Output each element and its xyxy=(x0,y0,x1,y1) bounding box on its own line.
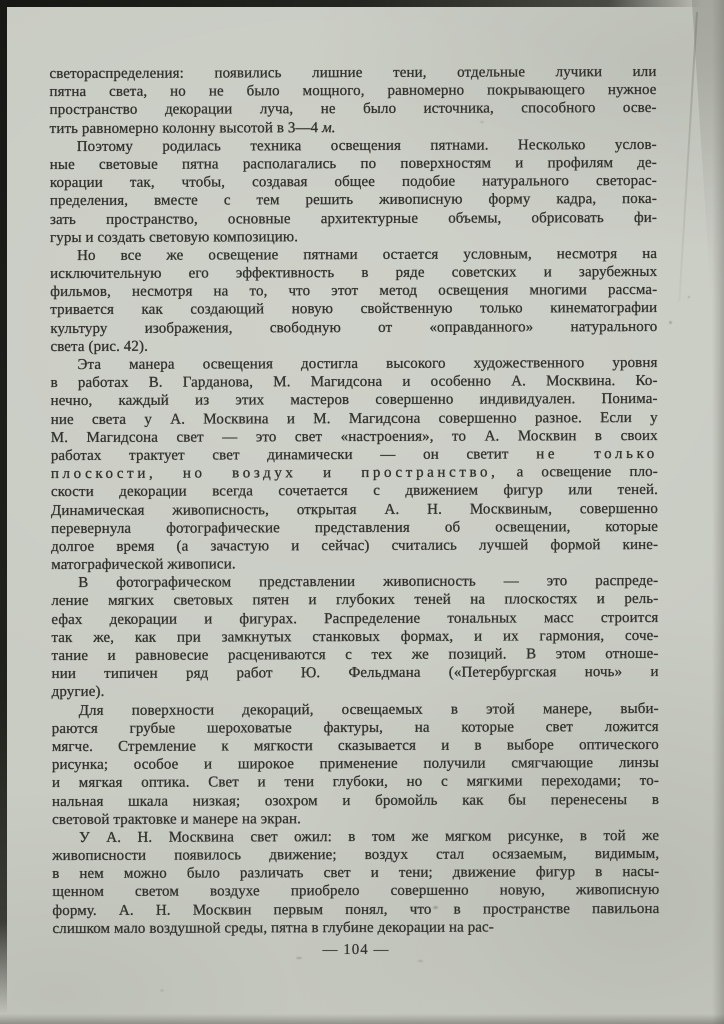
paper-speck xyxy=(688,296,690,298)
text-segment: в нем можно было различать свет и тени; движение фигур в насы- xyxy=(52,864,660,883)
text-line xyxy=(50,299,657,319)
text-segment: нальная шкала низкая; озохром и бромойль как бы перенесены в xyxy=(51,791,660,810)
text-segment: света (рис. 42). xyxy=(50,338,148,355)
text-segment: слишком мало воздушной среды, пятна в глубине декорации на рас- xyxy=(52,919,494,937)
italic-text: м. xyxy=(322,119,336,136)
text-line xyxy=(52,881,659,901)
text-line xyxy=(50,190,657,210)
text-line xyxy=(51,427,658,447)
text-line xyxy=(51,518,658,538)
text-segment: матографической живописи. xyxy=(51,556,236,574)
text-segment: В фотографическом представлении живописность — это распреде- xyxy=(78,573,659,592)
page-corner-shade xyxy=(678,0,724,300)
text-segment: зать пространство, основные архитектурные объемы, обрисовать фи- xyxy=(49,209,658,228)
text-segment: нии типичен ряд работ Ю. Фельдмана («Петербургская ночь» и xyxy=(51,664,659,683)
paragraph xyxy=(50,354,658,574)
text-segment: щенном светом воздухе приобрело совершенно новую, живописную xyxy=(52,882,660,901)
paper-speck xyxy=(480,121,484,123)
text-line xyxy=(52,863,659,883)
text-segment: пространство декорации луча, не было источника, способного осве- xyxy=(49,100,657,119)
paper-speck xyxy=(296,957,302,959)
text-line xyxy=(52,663,659,683)
text-line xyxy=(51,463,658,483)
text-line xyxy=(52,736,659,756)
text-line xyxy=(51,554,658,574)
paper-speck xyxy=(669,321,672,324)
text-line xyxy=(51,390,658,410)
text-segment: тание и равновесие расцениваются с тех же позиций. В этом отноше- xyxy=(51,645,659,665)
text-line xyxy=(52,718,659,738)
text-line xyxy=(51,645,658,665)
text-line xyxy=(51,609,658,629)
paragraph xyxy=(49,63,656,138)
paragraphs-container xyxy=(49,63,659,938)
text-line xyxy=(52,754,659,774)
paragraph xyxy=(51,572,658,701)
text-line xyxy=(52,790,659,810)
text-segment: Поэтому родилась техника освещения пятнами. Несколько услов- xyxy=(76,136,657,155)
text-segment: культуру изображения, свободную от «оправданного» натурального xyxy=(50,318,658,337)
paragraph xyxy=(52,827,659,938)
text-segment: и мягкая оптика. Свет и тени глубоки, но с мягкими переходами; то- xyxy=(51,773,659,792)
text-segment: М. Магидсона свет — это свет «настроения», то А. Москвин в своих xyxy=(50,427,658,446)
text-segment: Эта манера освещения достигла высокого художественного уровня xyxy=(77,354,658,373)
text-line xyxy=(50,227,657,247)
text-line xyxy=(50,172,657,192)
text-segment: ление мягких световых пятен и глубоких теней на плоскостях и рель- xyxy=(51,591,659,610)
text-line xyxy=(50,336,657,356)
text-line xyxy=(51,445,658,465)
text-segment: фильмов, несмотря на то, что этот метод освещения многими рассма- xyxy=(50,282,658,301)
text-line xyxy=(50,136,657,156)
text-segment: Для поверхности декораций, освещаемых в этой манере, выби- xyxy=(78,700,659,719)
body-text xyxy=(49,63,659,960)
text-segment: пятна света, но не было мощного, равномерно покрывающего нужное xyxy=(49,82,657,101)
scan-edge-left xyxy=(0,0,7,1024)
text-segment: мягче. Стремление к мягкости сказывается и в выборе оптического xyxy=(51,736,659,755)
text-line xyxy=(52,809,659,829)
text-line xyxy=(50,263,657,283)
text-segment: нечно, каждый из этих мастеров совершенно индивидуален. Понима- xyxy=(50,391,658,410)
text-segment: исключительную его эффективность в ряде советских и зарубежных xyxy=(50,264,658,283)
paper-speck xyxy=(160,989,164,992)
text-line xyxy=(50,154,657,174)
text-segment: другие). xyxy=(51,684,105,701)
text-line xyxy=(50,318,657,338)
text-segment: Но все же освещение пятнами остается условным, несмотря на xyxy=(77,245,658,264)
paragraph xyxy=(50,245,657,356)
text-line xyxy=(52,900,659,920)
text-line xyxy=(51,627,658,647)
page-crease xyxy=(678,12,697,302)
text-line xyxy=(51,481,658,501)
text-line xyxy=(51,499,658,519)
text-line xyxy=(52,845,659,865)
text-segment: ные световые пятна располагались по поверхностям и профилям де- xyxy=(49,154,657,173)
text-segment: живописности появилось движение; воздух стал осязаемым, видимым, xyxy=(52,846,660,865)
text-line xyxy=(50,118,657,138)
text-line xyxy=(52,918,659,938)
text-segment: тить равномерно колонну высотой в 3—4 xyxy=(49,119,323,137)
text-line xyxy=(52,772,659,792)
text-segment: работах трактует свет динамически — он светит xyxy=(50,446,537,464)
scan-edge-top xyxy=(0,0,724,7)
text-segment: Динамическая живописность, открытая А. Н. Москвиным, совершенно xyxy=(50,500,659,519)
text-segment: корации так, чтобы, создавая общее подобие натурального светорас- xyxy=(49,173,657,192)
text-segment: в работах В. Гарданова, М. Магидсона и особенно А. Москвина. Ко- xyxy=(50,373,658,392)
paper-speck xyxy=(433,906,438,909)
text-segment: ние света у А. Москвина и М. Магидсона совершенно разное. Если у xyxy=(50,409,658,428)
text-line xyxy=(52,700,659,720)
text-line xyxy=(51,572,658,592)
paper-speck xyxy=(418,960,423,962)
text-line xyxy=(50,81,657,101)
text-segment: гуры и создать световую композицию. xyxy=(50,228,299,246)
text-segment: скости декорации всегда сочетается с движением фигур или теней. xyxy=(50,482,658,501)
text-segment: ефах декорации и фигурах. Распределение тональных масс строится xyxy=(51,609,659,628)
text-segment: раются грубые шероховатые фактуры, на которые свет ложится xyxy=(51,718,659,737)
text-segment: так же, как при замкнутых станковых формах, и их гармония, соче- xyxy=(51,627,659,646)
text-line xyxy=(50,245,657,265)
text-line xyxy=(51,590,658,610)
page-number: — 104 — xyxy=(322,941,390,959)
text-segment: У А. Н. Москвина свет ожил: в том же мягком рисунке, в той же xyxy=(79,827,660,846)
text-line xyxy=(52,681,659,701)
text-segment: пределения, вместе с тем решить живописную форму кадра, пока- xyxy=(49,191,657,210)
text-segment: рисунка; особое и широкое применение получили смягчающие линзы xyxy=(51,755,659,774)
text-line xyxy=(50,281,657,301)
text-line xyxy=(49,63,656,83)
text-line xyxy=(51,409,658,429)
text-segment: светораспределения: появились лишние тени, отдельные лучики или xyxy=(49,63,657,83)
scan-edge-bottom xyxy=(0,1014,724,1024)
text-segment: световой трактовке и манере на экран. xyxy=(52,810,301,828)
text-segment: долгое время (а зачастую и сейчас) считались лучшей формой кине- xyxy=(51,536,659,555)
text-segment: перевернула фотографические представления об освещении, которые xyxy=(51,518,659,537)
text-line xyxy=(50,208,657,228)
emphasized-spaced-text: плоскости, но воздух и пространство, xyxy=(50,464,499,483)
paper-speck xyxy=(575,705,578,707)
text-segment: тривается как создающий новую свойственную только кинематографии xyxy=(50,300,658,319)
emphasized-spaced-text: не только xyxy=(536,445,658,463)
text-line xyxy=(51,372,658,392)
text-line xyxy=(50,99,657,119)
paragraph xyxy=(50,136,657,247)
text-segment: форму. А. Н. Москвин первым понял, что в пространстве павильона xyxy=(52,900,660,919)
paragraph xyxy=(52,700,659,829)
text-line xyxy=(50,354,657,374)
text-line xyxy=(52,827,659,847)
text-line xyxy=(51,536,658,556)
text-segment: а освещение пло- xyxy=(498,464,658,481)
